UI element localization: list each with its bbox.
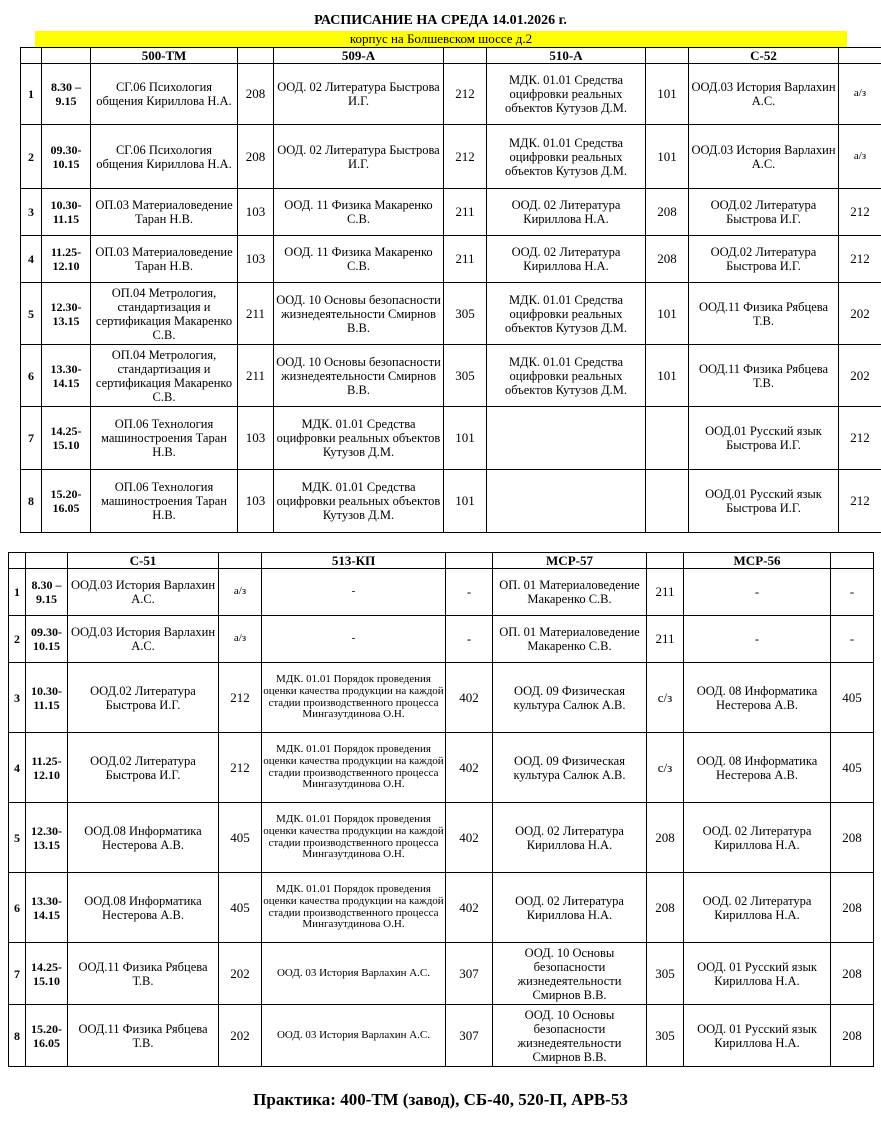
room-cell: - <box>831 569 874 616</box>
subject-cell: ООД. 10 Основы безопасности жизнедеятельности Смирнов В.В. <box>493 943 647 1005</box>
group-header: МСР-56 <box>684 553 831 569</box>
lesson-time: 8.30 – 9.15 <box>26 569 68 616</box>
subject-cell: ООД. 10 Основы безопасности жизнедеятельности Смирнов В.В. <box>493 1005 647 1067</box>
room-cell: с/з <box>647 663 684 733</box>
room-cell: 208 <box>831 873 874 943</box>
room-cell: 208 <box>647 873 684 943</box>
lesson-time: 09.30- 10.15 <box>26 616 68 663</box>
subject-cell: ООД.11 Физика Рябцева Т.В. <box>689 345 839 407</box>
group-header: МСР-57 <box>493 553 647 569</box>
room-cell: 305 <box>444 345 487 407</box>
room-cell <box>646 407 689 470</box>
room-cell: 212 <box>839 236 881 283</box>
subject-cell: ОП. 01 Материаловедение Макаренко С.В. <box>493 569 647 616</box>
lesson-number: 4 <box>21 236 42 283</box>
subject-cell: ООД. 11 Физика Макаренко С.В. <box>274 236 444 283</box>
table-row <box>9 733 874 803</box>
room-cell: 212 <box>839 189 881 236</box>
room-cell: 202 <box>839 283 881 345</box>
subject-cell: ООД.03 История Варлахин А.С. <box>689 64 839 125</box>
subject-cell: ООД.02 Литература Быстрова И.Г. <box>689 236 839 283</box>
subject-cell: ООД. 03 История Варлахин А.С. <box>262 1005 446 1067</box>
header-blank <box>839 48 881 64</box>
room-cell: 211 <box>647 569 684 616</box>
lesson-time: 14.25- 15.10 <box>26 943 68 1005</box>
lesson-number: 7 <box>9 943 26 1005</box>
table-row <box>9 616 874 663</box>
table-row <box>9 569 874 616</box>
room-cell: 305 <box>444 283 487 345</box>
room-cell: 202 <box>839 345 881 407</box>
subject-cell: ООД. 08 Информатика Нестерова А.В. <box>684 663 831 733</box>
lesson-number: 1 <box>21 64 42 125</box>
subject-cell: ООД. 10 Основы безопасности жизнедеятельности Смирнов В.В. <box>274 345 444 407</box>
header-blank <box>42 48 91 64</box>
group-header-row <box>9 553 874 569</box>
room-cell <box>646 470 689 533</box>
subject-cell: ОП.06 Технология машиностроения Таран Н.В. <box>91 470 238 533</box>
room-cell: а/з <box>839 64 881 125</box>
lesson-time: 11.25- 12.10 <box>26 733 68 803</box>
header-blank <box>21 48 42 64</box>
subject-cell: ООД.02 Литература Быстрова И.Г. <box>689 189 839 236</box>
group-header: С-52 <box>689 48 839 64</box>
subject-cell: ООД. 01 Русский язык Кириллова Н.А. <box>684 1005 831 1067</box>
lesson-number: 6 <box>9 873 26 943</box>
subject-cell: ООД. 10 Основы безопасности жизнедеятельности Смирнов В.В. <box>274 283 444 345</box>
subject-cell: ООД.01 Русский язык Быстрова И.Г. <box>689 470 839 533</box>
room-cell: 211 <box>444 236 487 283</box>
lesson-time: 10.30- 11.15 <box>42 189 91 236</box>
lesson-time: 10.30- 11.15 <box>26 663 68 733</box>
room-cell: 208 <box>647 803 684 873</box>
subject-cell: ООД. 02 Литература Кириллова Н.А. <box>493 803 647 873</box>
lesson-time: 12.30- 13.15 <box>26 803 68 873</box>
group-header: 500-ТМ <box>91 48 238 64</box>
lesson-time: 13.30- 14.15 <box>42 345 91 407</box>
subject-cell: ООД. 02 Литература Быстрова И.Г. <box>274 64 444 125</box>
subject-cell: МДК. 01.01 Средства оцифровки реальных объектов Кутузов Д.М. <box>274 470 444 533</box>
room-cell: 202 <box>219 1005 262 1067</box>
room-cell: а/з <box>219 616 262 663</box>
group-header: 513-КП <box>262 553 446 569</box>
room-cell: 103 <box>238 407 274 470</box>
room-cell: 101 <box>646 283 689 345</box>
lesson-time: 14.25- 15.10 <box>42 407 91 470</box>
subject-cell: ООД. 02 Литература Быстрова И.Г. <box>274 125 444 189</box>
subject-cell: ООД. 02 Литература Кириллова Н.А. <box>487 189 646 236</box>
room-cell: 208 <box>238 125 274 189</box>
lesson-time: 15.20- 16.05 <box>42 470 91 533</box>
lesson-number: 2 <box>21 125 42 189</box>
lesson-time: 13.30- 14.15 <box>26 873 68 943</box>
room-cell: 212 <box>839 407 881 470</box>
subject-cell: ОП.06 Технология машиностроения Таран Н.В. <box>91 407 238 470</box>
subject-cell: ООД.11 Физика Рябцева Т.В. <box>68 943 219 1005</box>
header-blank <box>444 48 487 64</box>
subject-cell: ООД. 02 Литература Кириллова Н.А. <box>487 236 646 283</box>
subject-cell: - <box>262 616 446 663</box>
subject-cell: МДК. 01.01 Средства оцифровки реальных объектов Кутузов Д.М. <box>487 125 646 189</box>
room-cell: 208 <box>238 64 274 125</box>
table-row <box>21 64 881 125</box>
room-cell: 101 <box>646 125 689 189</box>
room-cell: 405 <box>219 873 262 943</box>
header-blank <box>646 48 689 64</box>
subject-cell: МДК. 01.01 Средства оцифровки реальных объектов Кутузов Д.М. <box>487 64 646 125</box>
room-cell: 211 <box>238 345 274 407</box>
room-cell: с/з <box>647 733 684 803</box>
lesson-number: 2 <box>9 616 26 663</box>
subject-cell: СГ.06 Психология общения Кириллова Н.А. <box>91 64 238 125</box>
room-cell: - <box>831 616 874 663</box>
subject-cell: - <box>684 569 831 616</box>
room-cell: 208 <box>646 236 689 283</box>
subject-cell: МДК. 01.01 Порядок проведения оценки качества продукции на каждой стадии производственного процесса Мингазутдинова О.Н. <box>262 803 446 873</box>
header-blank <box>26 553 68 569</box>
room-cell: а/з <box>219 569 262 616</box>
subject-cell: МДК. 01.01 Порядок проведения оценки качества продукции на каждой стадии производственного процесса Мингазутдинова О.Н. <box>262 663 446 733</box>
lesson-number: 8 <box>9 1005 26 1067</box>
lesson-number: 8 <box>21 470 42 533</box>
subject-cell: ООД.03 История Варлахин А.С. <box>68 616 219 663</box>
lesson-time: 11.25- 12.10 <box>42 236 91 283</box>
subject-cell: ООД.08 Информатика Нестерова А.В. <box>68 873 219 943</box>
room-cell: 208 <box>831 943 874 1005</box>
subject-cell: ООД. 01 Русский язык Кириллова Н.А. <box>684 943 831 1005</box>
subject-cell: ООД.08 Информатика Нестерова А.В. <box>68 803 219 873</box>
subject-cell: ОП.04 Метрология, стандартизация и сертификация Макаренко С.В. <box>91 283 238 345</box>
subject-cell: МДК. 01.01 Средства оцифровки реальных объектов Кутузов Д.М. <box>487 283 646 345</box>
room-cell: 103 <box>238 236 274 283</box>
room-cell: 101 <box>646 64 689 125</box>
room-cell: 405 <box>831 733 874 803</box>
group-header-row <box>21 48 881 64</box>
lesson-number: 3 <box>21 189 42 236</box>
room-cell: 101 <box>646 345 689 407</box>
room-cell: 202 <box>219 943 262 1005</box>
room-cell: 208 <box>831 1005 874 1067</box>
room-cell: 211 <box>444 189 487 236</box>
subject-cell: ОП. 01 Материаловедение Макаренко С.В. <box>493 616 647 663</box>
room-cell: 103 <box>238 189 274 236</box>
table-row <box>21 283 881 345</box>
subject-cell: ООД.03 История Варлахин А.С. <box>689 125 839 189</box>
subject-cell: ООД. 03 История Варлахин А.С. <box>262 943 446 1005</box>
building-subtitle: корпус на Болшевском шоссе д.2 <box>35 31 847 47</box>
group-header: 509-А <box>274 48 444 64</box>
room-cell: 212 <box>444 64 487 125</box>
room-cell: - <box>446 616 493 663</box>
header-blank <box>647 553 684 569</box>
subject-cell: МДК. 01.01 Порядок проведения оценки качества продукции на каждой стадии производственного процесса Мингазутдинова О.Н. <box>262 733 446 803</box>
lesson-number: 5 <box>21 283 42 345</box>
subject-cell: ООД.11 Физика Рябцева Т.В. <box>68 1005 219 1067</box>
subject-cell: ООД. 02 Литература Кириллова Н.А. <box>493 873 647 943</box>
room-cell: а/з <box>839 125 881 189</box>
room-cell: 405 <box>219 803 262 873</box>
room-cell: 307 <box>446 1005 493 1067</box>
lesson-number: 3 <box>9 663 26 733</box>
header-blank <box>238 48 274 64</box>
room-cell: 305 <box>647 1005 684 1067</box>
subject-cell: ООД. 09 Физическая культура Салюк А.В. <box>493 663 647 733</box>
subject-cell: ОП.03 Материаловедение Таран Н.В. <box>91 189 238 236</box>
subject-cell: - <box>262 569 446 616</box>
subject-cell: ООД.02 Литература Быстрова И.Г. <box>68 733 219 803</box>
subject-cell: ООД. 08 Информатика Нестерова А.В. <box>684 733 831 803</box>
room-cell: 212 <box>444 125 487 189</box>
lesson-number: 1 <box>9 569 26 616</box>
page-title: РАСПИСАНИЕ НА СРЕДА 14.01.2026 г. <box>314 13 567 28</box>
table-row <box>9 873 874 943</box>
lesson-number: 4 <box>9 733 26 803</box>
room-cell: - <box>446 569 493 616</box>
subject-cell <box>487 407 646 470</box>
room-cell: 101 <box>444 407 487 470</box>
room-cell: 208 <box>831 803 874 873</box>
subject-cell: ООД.01 Русский язык Быстрова И.Г. <box>689 407 839 470</box>
room-cell: 211 <box>238 283 274 345</box>
table-row <box>21 125 881 189</box>
subject-cell <box>487 470 646 533</box>
room-cell: 402 <box>446 803 493 873</box>
room-cell: 402 <box>446 733 493 803</box>
group-header: 510-А <box>487 48 646 64</box>
subject-cell: ООД.03 История Варлахин А.С. <box>68 569 219 616</box>
lesson-time: 12.30- 13.15 <box>42 283 91 345</box>
subject-cell: ООД. 02 Литература Кириллова Н.А. <box>684 803 831 873</box>
table-row <box>21 345 881 407</box>
subject-cell: МДК. 01.01 Порядок проведения оценки качества продукции на каждой стадии производственного процесса Мингазутдинова О.Н. <box>262 873 446 943</box>
room-cell: 211 <box>647 616 684 663</box>
room-cell: 305 <box>647 943 684 1005</box>
header-blank <box>831 553 874 569</box>
room-cell: 402 <box>446 663 493 733</box>
room-cell: 212 <box>219 663 262 733</box>
subject-cell: ООД. 09 Физическая культура Салюк А.В. <box>493 733 647 803</box>
header-blank <box>9 553 26 569</box>
room-cell: 405 <box>831 663 874 733</box>
subject-cell: - <box>684 616 831 663</box>
table-row <box>21 189 881 236</box>
room-cell: 212 <box>219 733 262 803</box>
lesson-time: 15.20- 16.05 <box>26 1005 68 1067</box>
room-cell: 208 <box>646 189 689 236</box>
table-row <box>21 407 881 470</box>
header-blank <box>219 553 262 569</box>
subject-cell: ООД.11 Физика Рябцева Т.В. <box>689 283 839 345</box>
group-header: С-51 <box>68 553 219 569</box>
subject-cell: СГ.06 Психология общения Кириллова Н.А. <box>91 125 238 189</box>
table-row <box>9 1005 874 1067</box>
table-row <box>9 803 874 873</box>
table-row <box>9 943 874 1005</box>
subject-cell: ООД. 11 Физика Макаренко С.В. <box>274 189 444 236</box>
header-blank <box>446 553 493 569</box>
lesson-time: 8.30 – 9.15 <box>42 64 91 125</box>
practice-footer: Практика: 400-ТМ (завод), СБ-40, 520-П, АРВ-53 <box>253 1090 628 1109</box>
lesson-time: 09.30- 10.15 <box>42 125 91 189</box>
subject-cell: ООД. 02 Литература Кириллова Н.А. <box>684 873 831 943</box>
lesson-number: 7 <box>21 407 42 470</box>
subject-cell: ОП.04 Метрология, стандартизация и сертификация Макаренко С.В. <box>91 345 238 407</box>
subject-cell: ОП.03 Материаловедение Таран Н.В. <box>91 236 238 283</box>
room-cell: 103 <box>238 470 274 533</box>
subject-cell: МДК. 01.01 Средства оцифровки реальных объектов Кутузов Д.М. <box>487 345 646 407</box>
room-cell: 307 <box>446 943 493 1005</box>
lesson-number: 6 <box>21 345 42 407</box>
room-cell: 101 <box>444 470 487 533</box>
schedule-table-1 <box>20 47 881 533</box>
lesson-number: 5 <box>9 803 26 873</box>
subject-cell: ООД.02 Литература Быстрова И.Г. <box>68 663 219 733</box>
room-cell: 402 <box>446 873 493 943</box>
subject-cell: МДК. 01.01 Средства оцифровки реальных объектов Кутузов Д.М. <box>274 407 444 470</box>
table-row <box>9 663 874 733</box>
room-cell: 212 <box>839 470 881 533</box>
table-row <box>21 236 881 283</box>
schedule-table-2 <box>8 552 874 1067</box>
table-row <box>21 470 881 533</box>
